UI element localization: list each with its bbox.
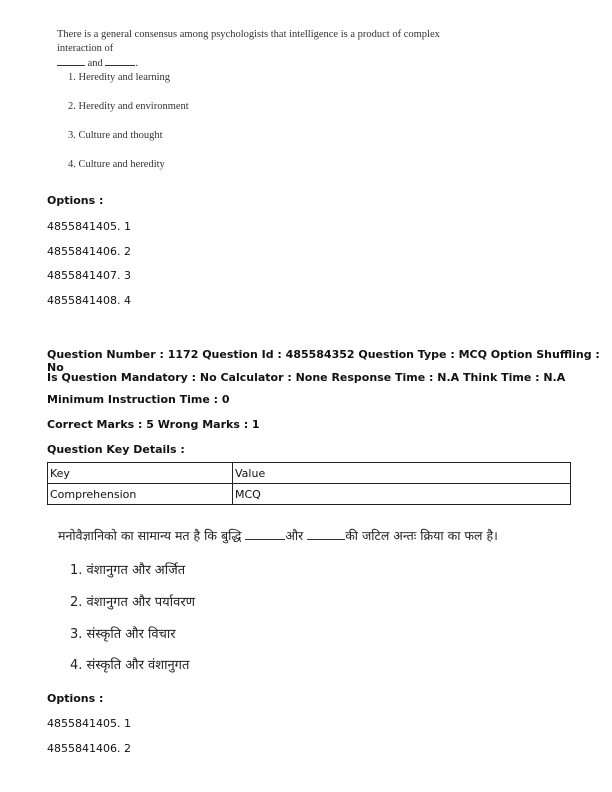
answer-blank xyxy=(307,539,345,540)
and-word: and xyxy=(87,58,103,69)
question-stem-line1: There is a general consensus among psychologists that intelligence is a product of complex interaction of xyxy=(57,29,440,54)
hindi-choice-4: 4. संस्कृति और वंशानुगत xyxy=(70,658,190,673)
choice-1: 1. Heredity and learning xyxy=(68,72,171,83)
question-meta-line1: Question Number : 1172 Question Id : 485584352 Question Type : MCQ Option Shuffling : No xyxy=(47,348,600,374)
table-row xyxy=(48,484,571,505)
option-id-1: 4855841405. 1 xyxy=(47,220,131,233)
hindi-choice-1: 1. वंशानुगत और अर्जित xyxy=(70,563,186,578)
choice-4: 4. Culture and heredity xyxy=(68,159,165,170)
option-id-2: 4855841406. 2 xyxy=(47,742,131,755)
question-meta-line2: Is Question Mandatory : No Calculator : None Response Time : N.A Think Time : N.A xyxy=(47,371,566,384)
key-details-label: Question Key Details : xyxy=(47,443,185,456)
answer-blank xyxy=(105,65,135,66)
option-id-3: 4855841407. 3 xyxy=(47,269,131,282)
table-header-row xyxy=(48,463,571,484)
hindi-question-stem xyxy=(58,527,498,544)
option-id-2: 4855841406. 2 xyxy=(47,245,131,258)
table-header-value: Value xyxy=(233,463,571,484)
answer-blank xyxy=(245,539,285,540)
option-id-1: 4855841405. 1 xyxy=(47,717,131,730)
marks-line: Correct Marks : 5 Wrong Marks : 1 xyxy=(47,418,260,431)
hindi-stem-part-b: और xyxy=(285,528,304,543)
stem-period: . xyxy=(135,58,139,69)
question-stem xyxy=(57,28,477,71)
options-label: Options : xyxy=(47,194,104,207)
option-id-4: 4855841408. 4 xyxy=(47,294,131,307)
question-meta-line3: Minimum Instruction Time : 0 xyxy=(47,393,230,406)
choice-2: 2. Heredity and environment xyxy=(68,101,189,112)
question-stem-line2 xyxy=(57,57,477,71)
answer-blank xyxy=(57,65,85,66)
table-cell-value: MCQ xyxy=(233,484,571,505)
hindi-stem-part-c: की जटिल अन्तः क्रिया का फल है। xyxy=(345,528,498,543)
table-header-key: Key xyxy=(48,463,233,484)
options-label: Options : xyxy=(47,692,104,705)
hindi-stem-part-a: मनोवैज्ञानिको का सामान्य मत है कि बुद्धि xyxy=(58,528,242,543)
choice-3: 3. Culture and thought xyxy=(68,130,163,141)
question-key-table xyxy=(47,462,571,505)
table-cell-key: Comprehension xyxy=(48,484,233,505)
hindi-choice-2: 2. वंशानुगत और पर्यावरण xyxy=(70,595,196,610)
hindi-choice-3: 3. संस्कृति और विचार xyxy=(70,627,176,642)
